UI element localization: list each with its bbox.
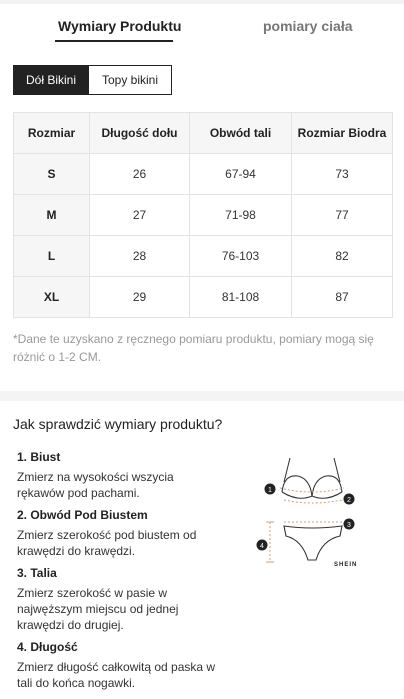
step-underbust bbox=[17, 508, 232, 559]
header-waist: Obwód tali bbox=[190, 113, 292, 154]
step-waist bbox=[17, 566, 232, 633]
size-table bbox=[13, 112, 393, 318]
step-description bbox=[17, 469, 232, 501]
step-line: rękawów pod pachami. bbox=[17, 486, 140, 500]
measurement-tabs bbox=[0, 4, 404, 48]
size-cell: M bbox=[14, 195, 90, 236]
step-title: 4. Długość bbox=[17, 640, 78, 654]
table-row bbox=[14, 236, 393, 277]
table-cell: 73 bbox=[292, 154, 393, 195]
table-row bbox=[14, 277, 393, 318]
step-line: Zmierz szerokość pod biustem od bbox=[17, 528, 197, 542]
table-cell: 87 bbox=[292, 277, 393, 318]
step-line: krawędzi do drugiej. bbox=[17, 618, 124, 632]
measurement-disclaimer bbox=[13, 330, 383, 366]
step-title: 2. Obwód Pod Biustem bbox=[17, 508, 148, 522]
step-description bbox=[17, 659, 232, 691]
table-cell: 82 bbox=[292, 236, 393, 277]
bikini-illustration-svg bbox=[254, 452, 364, 577]
step-bust bbox=[17, 450, 232, 501]
step-description bbox=[17, 527, 232, 559]
howto-heading: Jak sprawdzić wymiary produktu? bbox=[13, 416, 223, 432]
size-cell: XL bbox=[14, 277, 90, 318]
step-line: tali do końca nogawki. bbox=[17, 676, 136, 690]
table-cell: 67-94 bbox=[190, 154, 292, 195]
step-line: najwęższym miejscu od jednej bbox=[17, 602, 179, 616]
header-bottom-length: Długość dołu bbox=[90, 113, 190, 154]
size-cell: L bbox=[14, 236, 90, 277]
section-divider bbox=[0, 391, 404, 401]
marker-4-label: 4 bbox=[260, 543, 264, 550]
header-hip: Rozmiar Biodra bbox=[292, 113, 393, 154]
header-size: Rozmiar bbox=[14, 113, 90, 154]
step-description bbox=[17, 585, 232, 633]
table-cell: 71-98 bbox=[190, 195, 292, 236]
step-length bbox=[17, 640, 232, 691]
active-tab-underline bbox=[55, 40, 173, 42]
disclaimer-line: różnić o 1-2 CM. bbox=[13, 350, 102, 364]
table-cell: 76-103 bbox=[190, 236, 292, 277]
marker-1-label: 1 bbox=[268, 487, 272, 494]
table-cell: 77 bbox=[292, 195, 393, 236]
table-cell: 29 bbox=[90, 277, 190, 318]
table-cell: 26 bbox=[90, 154, 190, 195]
step-title: 1. Biust bbox=[17, 450, 61, 464]
table-cell: 28 bbox=[90, 236, 190, 277]
marker-2-label: 2 bbox=[347, 497, 351, 504]
table-row bbox=[14, 195, 393, 236]
bikini-top-button[interactable]: Topy bikini bbox=[89, 65, 172, 95]
tab-body-measurements[interactable]: pomiary ciała bbox=[263, 18, 353, 34]
step-title: 3. Talia bbox=[17, 566, 57, 580]
category-toggle bbox=[13, 65, 172, 95]
table-cell: 81-108 bbox=[190, 277, 292, 318]
step-line: Zmierz długość całkowitą od paska w bbox=[17, 660, 216, 674]
brand-logo: SHEIN bbox=[334, 562, 358, 568]
step-line: Zmierz szerokość w pasie w bbox=[17, 586, 168, 600]
table-row bbox=[14, 154, 393, 195]
disclaimer-line: *Dane te uzyskano z ręcznego pomiaru produktu, pomiary mogą się bbox=[13, 332, 374, 346]
size-cell: S bbox=[14, 154, 90, 195]
table-cell: 27 bbox=[90, 195, 190, 236]
tab-product-measurements[interactable]: Wymiary Produktu bbox=[58, 18, 182, 34]
step-line: krawędzi do krawędzi. bbox=[17, 544, 136, 558]
step-line: Zmierz na wysokości wszycia bbox=[17, 470, 174, 484]
bikini-bottom-button[interactable]: Dół Bikini bbox=[13, 65, 89, 95]
table-header-row bbox=[14, 113, 393, 154]
marker-3-label: 3 bbox=[347, 522, 351, 529]
bikini-measurement-illustration bbox=[254, 452, 364, 577]
